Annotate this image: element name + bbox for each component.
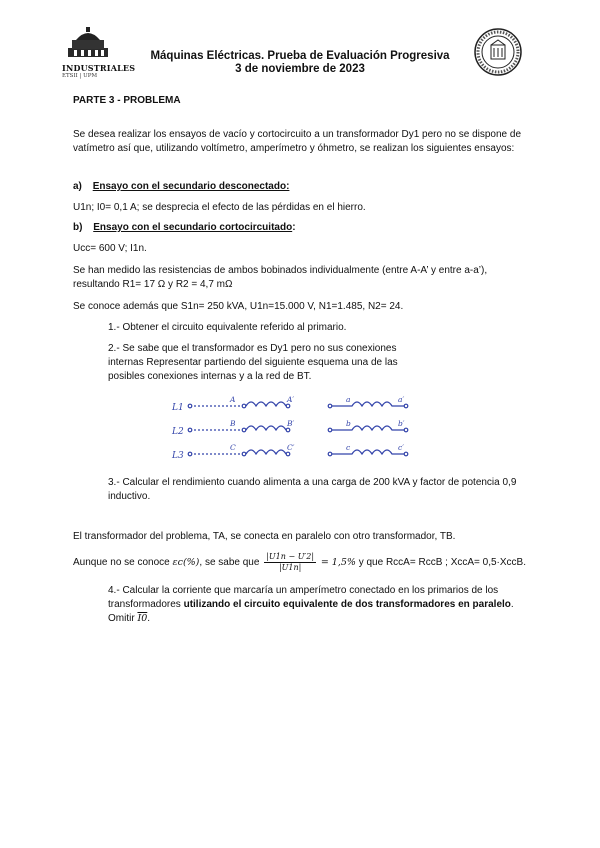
voltage-ratio-fraction — [264, 552, 316, 573]
intro-paragraph: Se desea realizar los ensayos de vacío y cortocircuito a un transformador Dy1 pero no se dispone de vatímetro así que, utilizando voltímetro, amperímetro y óhmetro, se realizan los siguientes ensayos: — [73, 129, 522, 154]
line-label-3: L3 — [172, 451, 184, 461]
secondary-out-b: b′ — [398, 419, 405, 428]
secondary-in-a: a — [346, 395, 351, 404]
condition-ec: εc(%) — [172, 557, 200, 569]
test-b-heading — [73, 221, 296, 235]
primary-out-c: C′ — [287, 443, 295, 452]
test-b-colon: : — [292, 222, 296, 233]
primary-out-b: B′ — [287, 419, 295, 428]
logo-name: INDUSTRIALES — [62, 63, 136, 73]
primary-in-c: C — [230, 443, 236, 452]
test-a-marker: a) — [73, 181, 82, 192]
q4-end: . — [147, 613, 151, 624]
test-b-title: Ensayo con el secundario cortocircuitado — [93, 222, 293, 233]
question-4 — [108, 584, 528, 626]
condition-pre: Aunque no se conoce — [73, 557, 170, 569]
question-3: 3.- Calcular el rendimiento cuando alimenta a una carga de 200 kVA y factor de potencia 0,9 inductivo. — [108, 477, 517, 502]
test-a-title: Ensayo con el secundario desconectado: — [92, 181, 290, 192]
test-a-heading — [73, 180, 289, 194]
condition-post: y que RccA= RccB ; XccA= 0,5·XccB. — [358, 557, 527, 569]
question-2: 2.- Se sabe que el transformador es Dy1 pero no sus conexiones internas Representar partiendo del siguiente esquema una de las posibles conexiones internas y a la red de BT. — [108, 343, 398, 382]
test-b-text: Ucc= 600 V; I1n. — [73, 243, 147, 254]
winding-diagram — [170, 392, 440, 468]
condition-paragraph — [73, 552, 533, 573]
q4-part1: 4.- Calcular la corriente que marcaría un amperímetro conectado en los primarios de los transformadores — [108, 585, 499, 610]
title-line-2: 3 de noviembre de 2023 — [235, 63, 365, 75]
secondary-out-c: c′ — [398, 443, 404, 452]
primary-in-b: B — [230, 419, 236, 428]
secondary-out-a: a′ — [398, 395, 405, 404]
primary-out-a: A′ — [287, 395, 295, 404]
condition-mid: , se sabe que — [199, 557, 260, 569]
known-values: Se conoce además que S1n= 250 kVA, U1n=15.000 V, N1=1.485, N2= 24. — [73, 301, 404, 312]
secondary-in-b: b — [346, 419, 351, 428]
section-heading: PARTE 3 - PROBLEMA — [73, 95, 181, 106]
secondary-in-c: c — [346, 443, 351, 452]
logo-subtitle: ETSII | UPM — [62, 73, 98, 79]
q4-bold: utilizando el circuito equivalente de dos transformadores en paralelo — [183, 599, 511, 610]
university-seal-icon — [473, 27, 523, 77]
q4-part2: . Omitir — [108, 599, 514, 624]
line-label-2: L2 — [172, 427, 184, 437]
fraction-denominator: |U1n| — [278, 563, 302, 572]
question-1: 1.- Obtener el circuito equivalente referido al primario. — [108, 322, 347, 333]
primary-in-a: A — [230, 395, 236, 404]
test-a-text: U1n; I0= 0,1 A; se desprecia el efecto de las pérdidas en el hierro. — [73, 202, 366, 213]
title-line-1: Máquinas Eléctricas. Prueba de Evaluación Progresiva — [150, 50, 450, 62]
test-b-marker: b) — [73, 222, 83, 233]
line-label-1: L1 — [172, 403, 184, 413]
condition-value: = 1,5% — [320, 557, 356, 569]
q4-i0: I0 — [137, 613, 148, 624]
parallel-paragraph: El transformador del problema, TA, se conecta en paralelo con otro transformador, TB. — [73, 531, 456, 542]
fraction-numerator: |U1n − U′2| — [266, 552, 315, 561]
resistances-paragraph: Se han medido las resistencias de ambos bobinados individualmente (entre A-A’ y entre a-a’), resultando R1= 17 Ω y R2 = 4,7 mΩ — [73, 265, 488, 290]
